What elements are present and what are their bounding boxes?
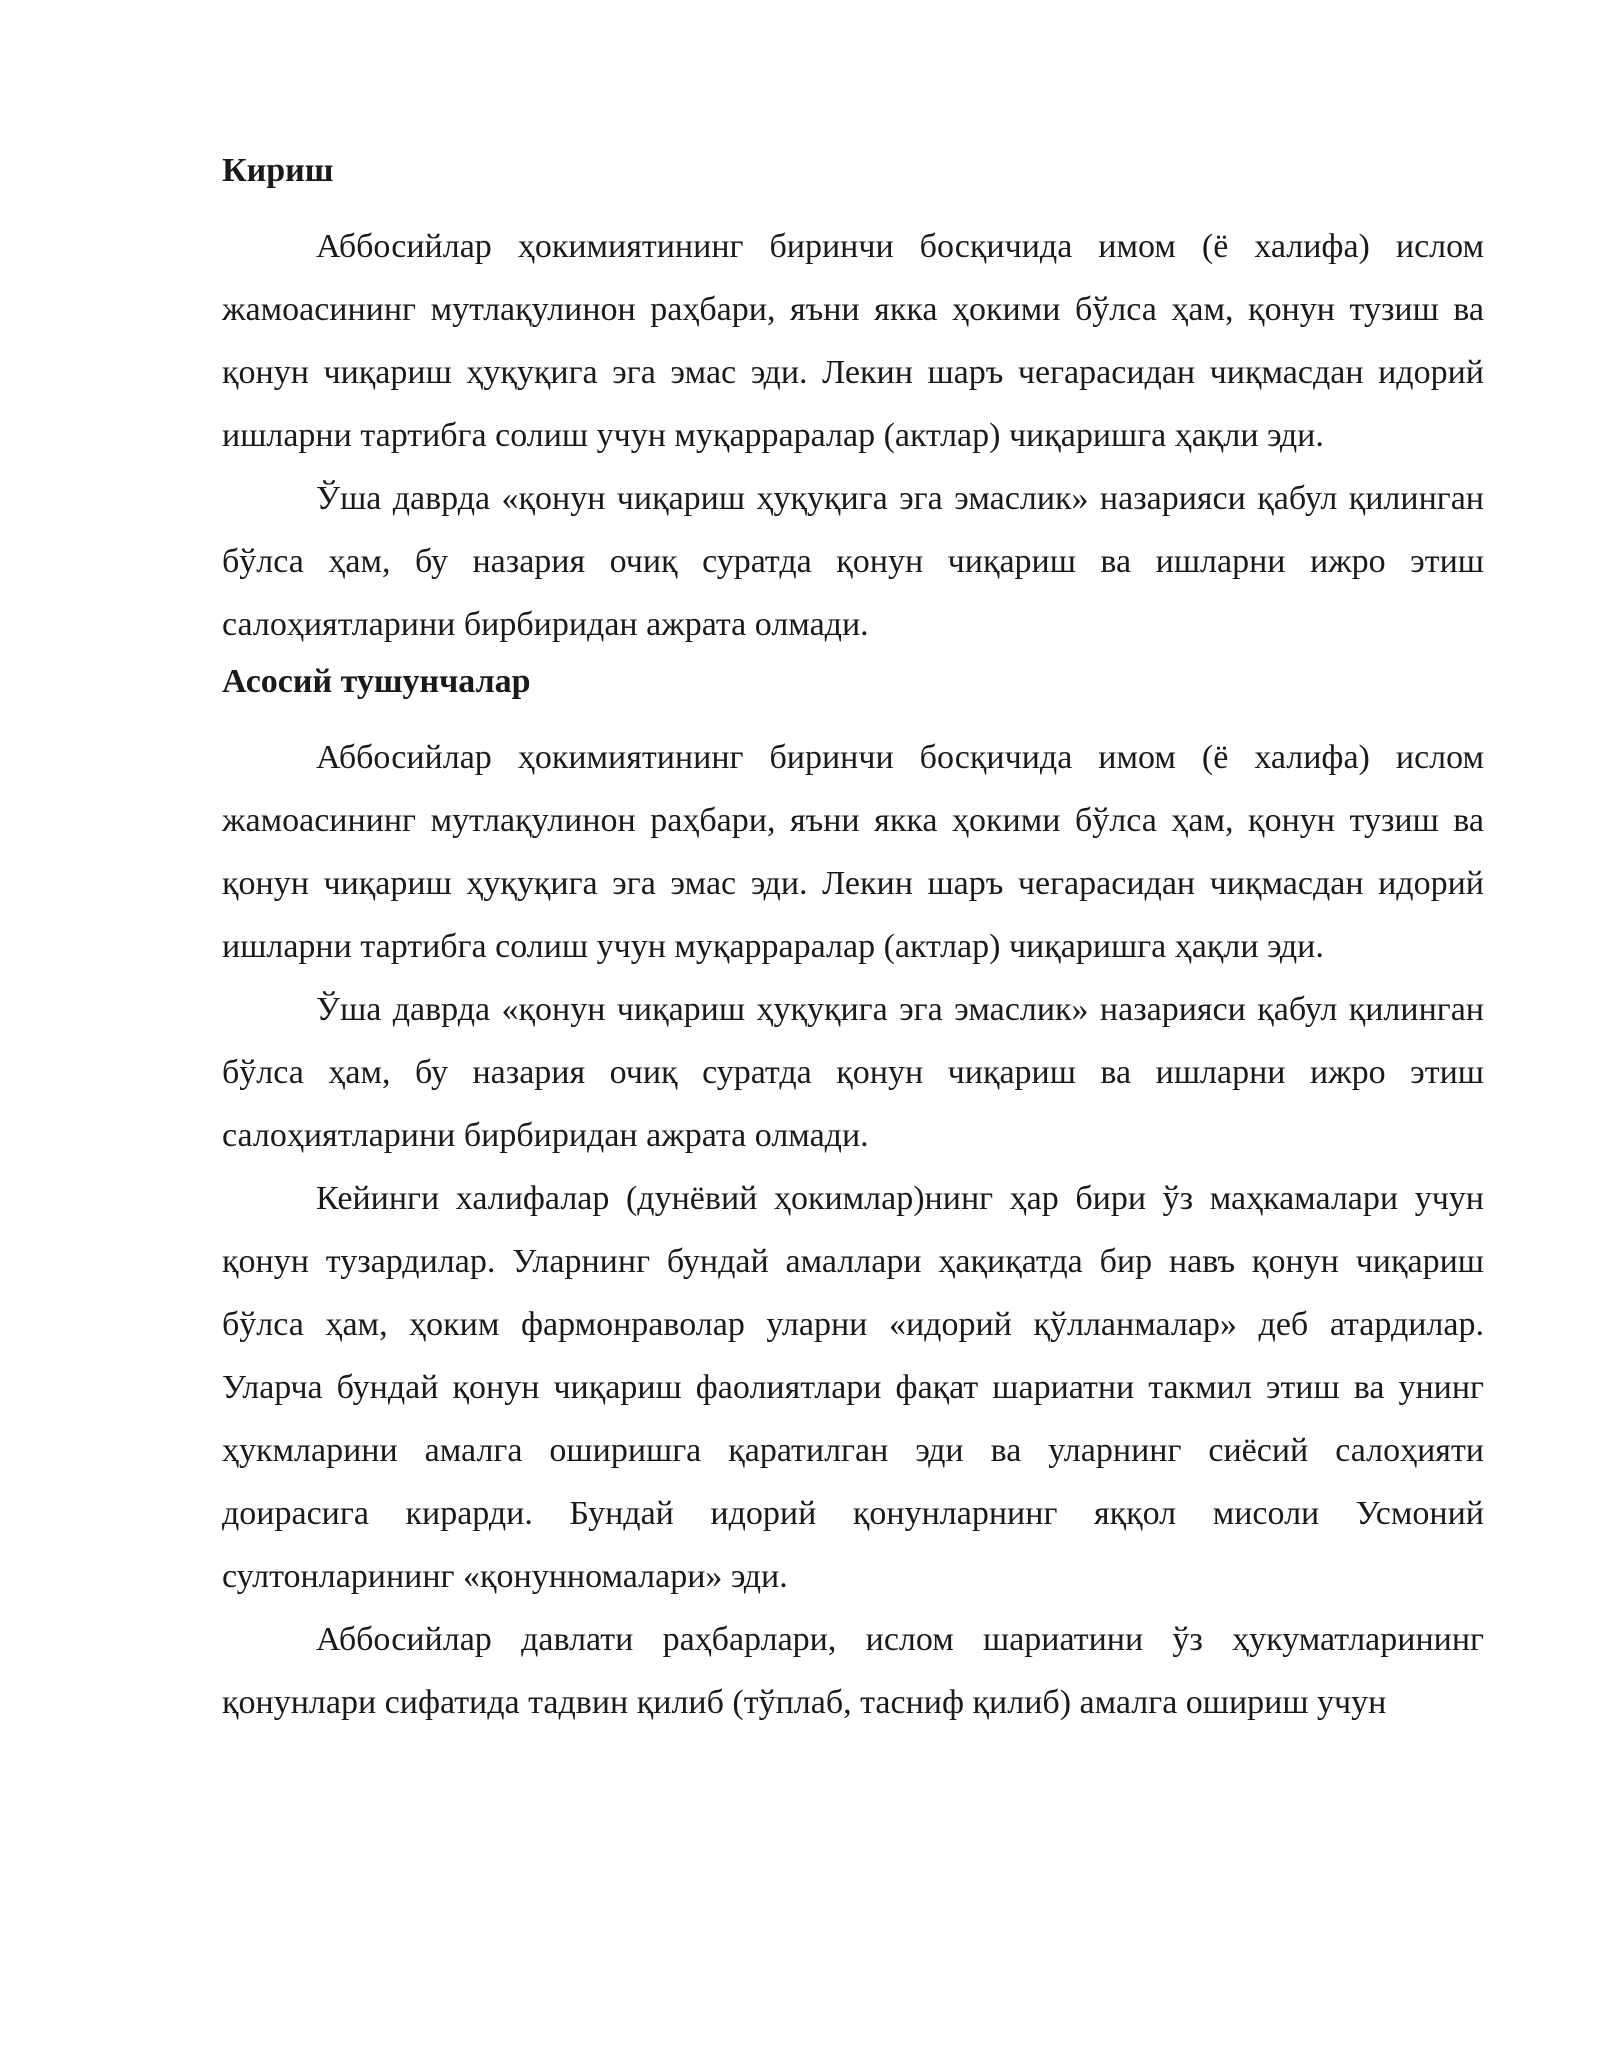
paragraph: Кейинги халифалар (дунёвий ҳокимлар)нинг ҳар бири ўз маҳкамалари учун қонун тузардилар. Уларнинг бундай амаллари ҳақиқатда бир навъ қонун чиқариш бўлса ҳам, ҳоким фармонраволар уларни «идорий қўлланмалар» деб атардилар. Уларча бундай қонун чиқариш фаолиятлари фақат шариатни такмил этиш ва унинг ҳукмларини амалга оширишга қаратилган эди ва уларнинг сиёсий салоҳияти доирасига кирарди. Бундай идорий қонунларнинг яққол мисоли Усмоний султонларининг «қонунномалари» эди. (222, 1180, 1484, 1595)
paragraph: Ўша даврда «қонун чиқариш ҳуқуқига эга эмаслик» назарияси қабул қилинган бўлса ҳам, бу назария очиқ суратда қонун чиқариш ва ишларни ижро этиш салоҳиятларини бирбиридан ажрата олмади. (222, 480, 1484, 643)
paragraph: Аббосийлар давлати раҳбарлари, ислом шариатини ўз ҳукуматларининг қонунлари сифатида тадвин қилиб (тўплаб, тасниф қилиб) амалга ошириш учун (222, 1621, 1484, 1721)
heading-introduction: Кириш (222, 152, 334, 189)
paragraph: Аббосийлар ҳокимиятининг биринчи босқичида имом (ё халифа) ислом жамоасининг мутлақулинон раҳбари, яъни якка ҳокими бўлса ҳам, қонун тузиш ва қонун чиқариш ҳуқуқига эга эмас эди. Лекин шаръ чегарасидан чиқмасдан идорий ишларни тартибга солиш учун муқарраралар (актлар) чиқаришга ҳақли эди. (222, 228, 1484, 454)
paragraph: Ўша даврда «қонун чиқариш ҳуқуқига эга эмаслик» назарияси қабул қилинган бўлса ҳам, бу назария очиқ суратда қонун чиқариш ва ишларни ижро этиш салоҳиятларини бирбиридан ажрата олмади. (222, 991, 1484, 1154)
paragraph: Аббосийлар ҳокимиятининг биринчи босқичида имом (ё халифа) ислом жамоасининг мутлақулинон раҳбари, яъни якка ҳокими бўлса ҳам, қонун тузиш ва қонун чиқариш ҳуқуқига эга эмас эди. Лекин шаръ чегарасидан чиқмасдан идорий ишларни тартибга солиш учун муқарраралар (актлар) чиқаришга ҳақли эди. (222, 739, 1484, 965)
document-page (222, 145, 1484, 1734)
heading-main-concepts: Асосий тушунчалар (222, 663, 531, 700)
